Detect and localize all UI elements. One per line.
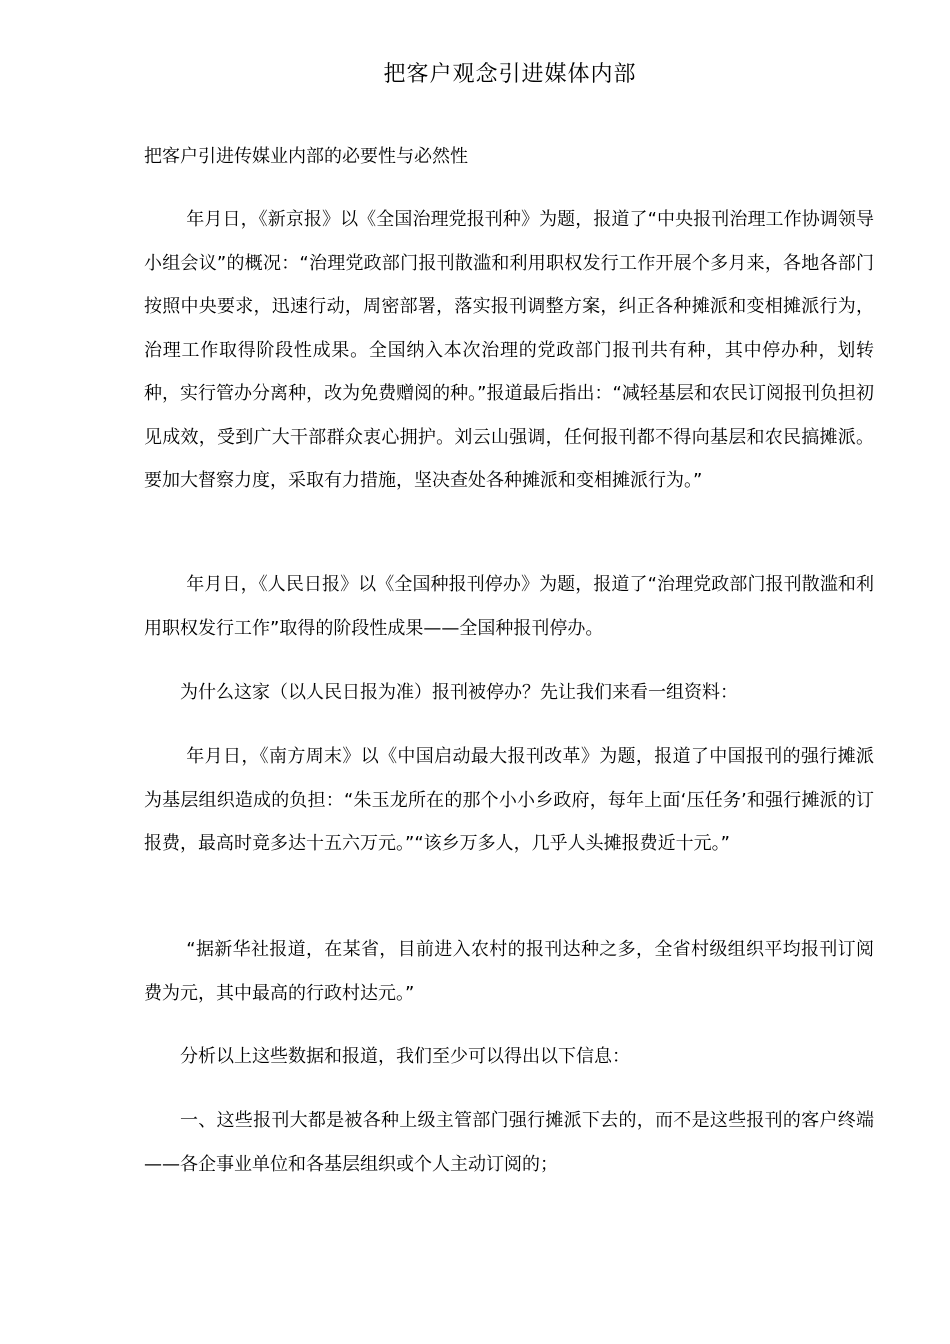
paragraph-4: 年月日，《南方周末》以《中国启动最大报刊改革》为题，报道了中国报刊的强行摊派为基层组织造成的负担：“朱玉龙所在的那个小小乡政府，每年上面‘压任务’和强行摊派的订报费，最高时竟多达十五六万元。”“该乡万多人，几乎人头摊报费近十元。” <box>144 746 874 854</box>
paragraph-2: 年月日，《人民日报》以《全国种报刊停办》为题，报道了“治理党政部门报刊散滥和利用职权发行工作”取得的阶段性成果——全国种报刊停办。 <box>144 574 874 639</box>
document-subtitle: 把客户引进传媒业内部的必要性与必然性 <box>144 146 468 167</box>
paragraph-6: 分析以上这些数据和报道，我们至少可以得出以下信息： <box>180 1046 630 1067</box>
paragraph-7: 一、这些报刊大都是被各种上级主管部门强行摊派下去的，而不是这些报刊的客户终端——各企事业单位和各基层组织或个人主动订阅的； <box>144 1110 874 1175</box>
paragraph-5: “据新华社报道，在某省，目前进入农村的报刊达种之多，全省村级组织平均报刊订阅费为元，其中最高的行政村达元。” <box>144 939 874 1004</box>
document-title: 把客户观念引进媒体内部 <box>383 62 637 87</box>
paragraph-3: 为什么这家（以人民日报为准）报刊被停办？先让我们来看一组资料： <box>180 682 738 703</box>
paragraph-1: 年月日，《新京报》以《全国治理党报刊种》为题，报道了“中央报刊治理工作协调领导小组会议”的概况：“治理党政部门报刊散滥和利用职权发行工作开展个多月来，各地各部门按照中央要求，迅速行动，周密部署，落实报刊调整方案，纠正各种摊派和变相摊派行为，治理工作取得阶段性成果。全国纳入本次治理的党政部门报刊共有种，其中停办种，划转种，实行管办分离种，改为免费赠阅的种。”报道最后指出：“减轻基层和农民订阅报刊负担初见成效，受到广大干部群众衷心拥护。刘云山强调，任何报刊都不得向基层和农民搞摊派。要加大督察力度，采取有力措施，坚决查处各种摊派和变相摊派行为。” <box>144 209 874 491</box>
